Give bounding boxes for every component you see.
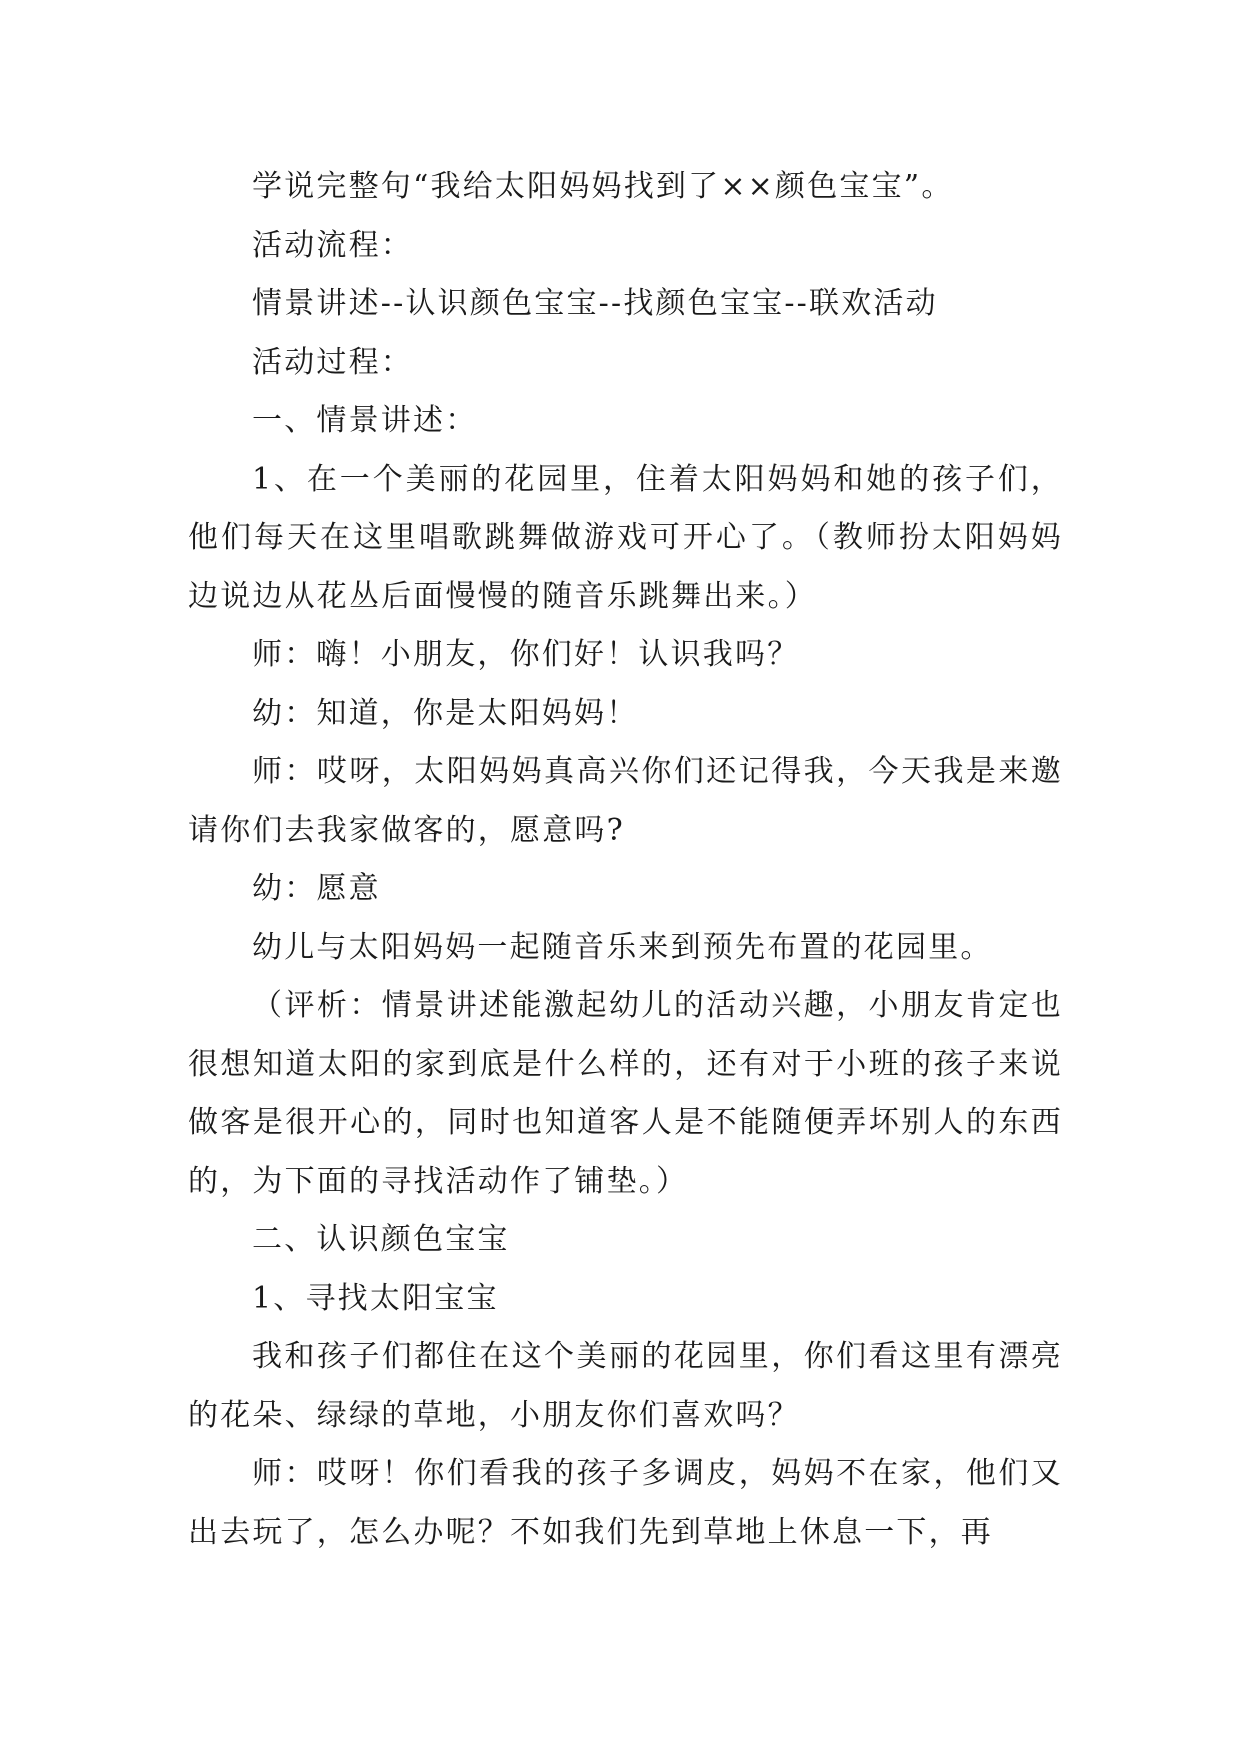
paragraph-8: 幼：知道，你是太阳妈妈！ bbox=[252, 695, 639, 731]
paragraph-11: 幼儿与太阳妈妈一起随音乐来到预先布置的花园里。 bbox=[252, 929, 993, 965]
paragraph-6: 1、在一个美丽的花园里，住着太阳妈妈和她的孩子们，他们每天在这里唱歌跳舞做游戏可开心了。（教师扮太阳妈妈边说边从花丛后面慢慢的随音乐跳舞出来。） bbox=[188, 461, 1063, 614]
document-body bbox=[188, 158, 1063, 1562]
paragraph-16: 师：哎呀！你们看我的孩子多调皮，妈妈不在家，他们又出去玩了，怎么办呢？不如我们先到草地上休息一下，再 bbox=[188, 1456, 1063, 1550]
paragraph-2: 活动流程： bbox=[252, 227, 413, 263]
paragraph-15: 我和孩子们都住在这个美丽的花园里，你们看这里有漂亮的花朵、绿绿的草地，小朋友你们喜欢吗？ bbox=[188, 1339, 1063, 1433]
paragraph-7: 师：嗨！小朋友，你们好！认识我吗？ bbox=[252, 637, 800, 672]
paragraph-9: 师：哎呀，太阳妈妈真高兴你们还记得我，今天我是来邀请你们去我家做客的，愿意吗? bbox=[188, 754, 1063, 848]
paragraph-3: 情景讲述--认识颜色宝宝--找颜色宝宝--联欢活动 bbox=[252, 286, 938, 321]
paragraph-12: （评析：情景讲述能激起幼儿的活动兴趣，小朋友肯定也很想知道太阳的家到底是什么样的，还有对于小班的孩子来说做客是很开心的，同时也知道客人是不能随便弄坏别人的东西的，为下面的寻找活动作了铺垫。） bbox=[188, 988, 1063, 1199]
paragraph-13: 二、认识颜色宝宝 bbox=[252, 1222, 510, 1257]
paragraph-1: 学说完整句“我给太阳妈妈找到了××颜色宝宝”。 bbox=[252, 169, 954, 204]
paragraph-4: 活动过程： bbox=[252, 344, 413, 380]
paragraph-5: 一、情景讲述： bbox=[252, 403, 478, 438]
paragraph-10: 幼：愿意 bbox=[252, 871, 381, 906]
paragraph-14: 1、寻找太阳宝宝 bbox=[252, 1280, 499, 1316]
